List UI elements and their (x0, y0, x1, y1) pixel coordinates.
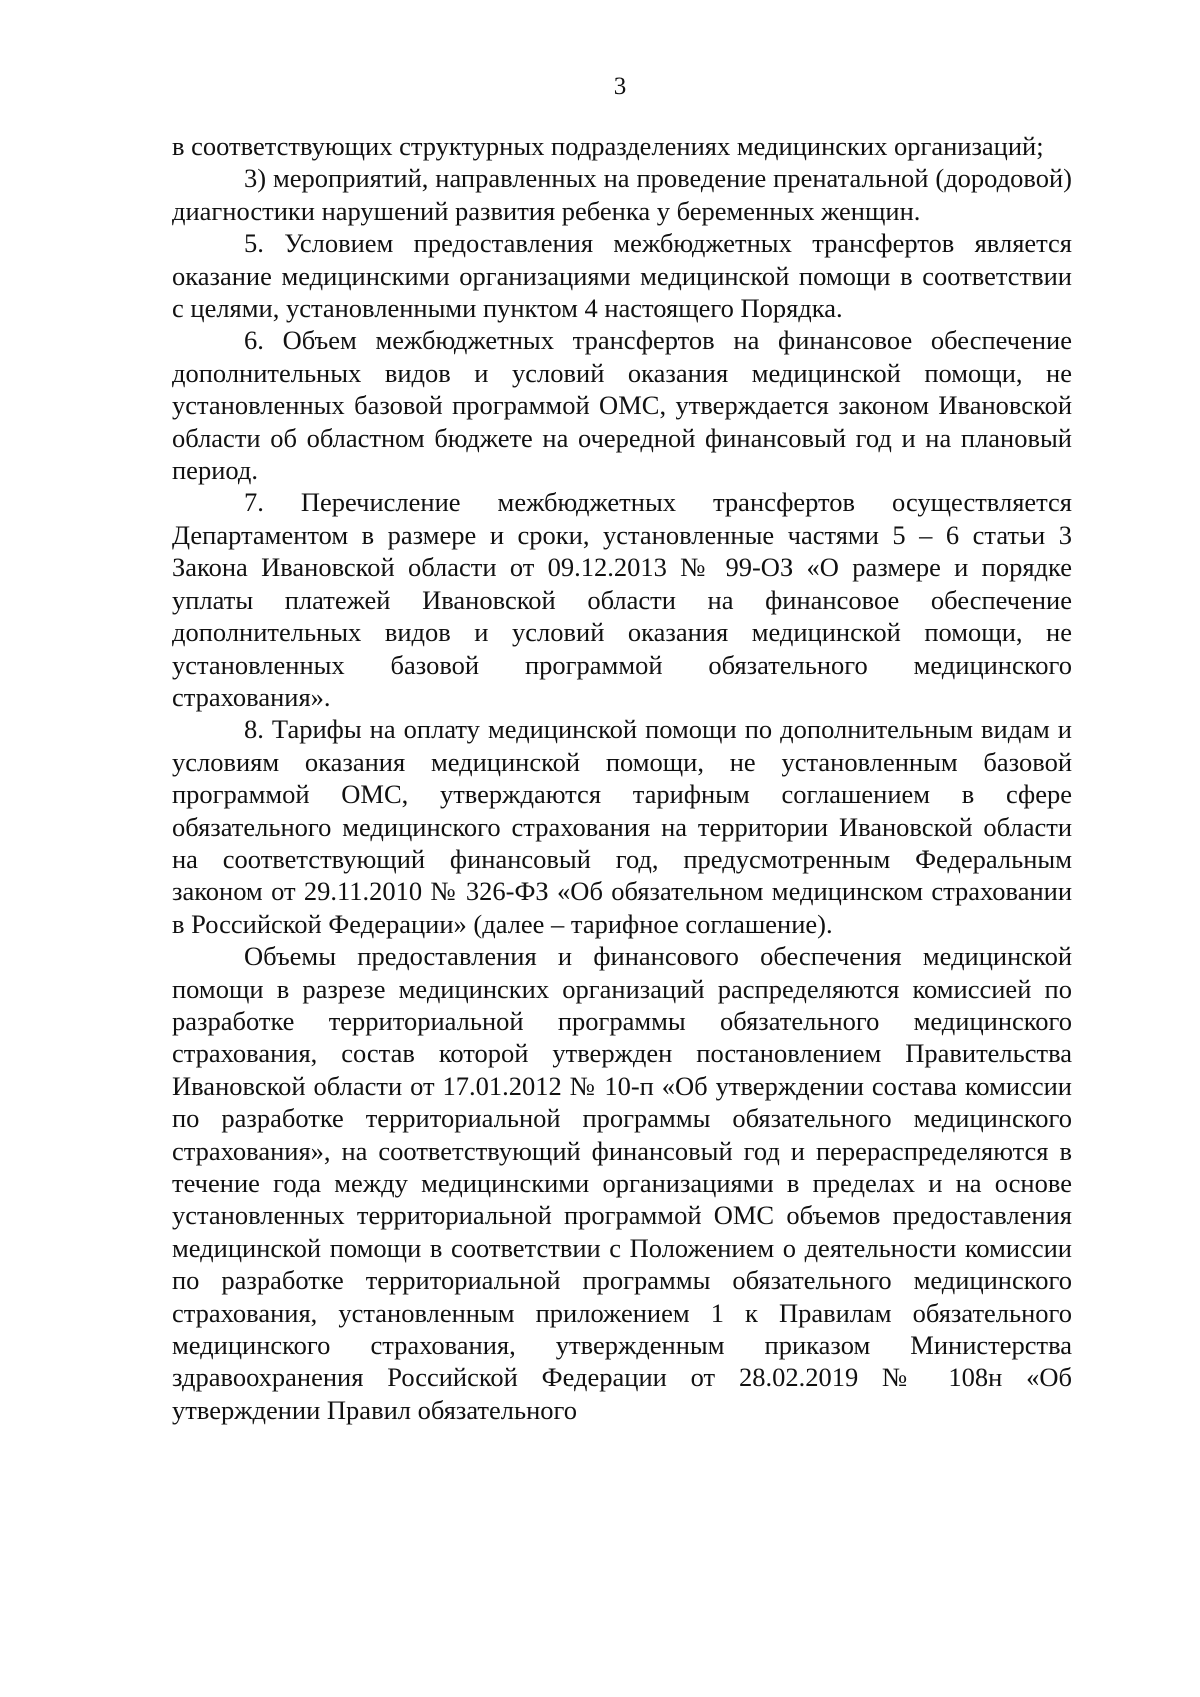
paragraph-point-6: 6. Объем межбюджетных трансфертов на финансовое обеспечение дополнительных видов и условий оказания медицинской помощи, не установленных базовой программой ОМС, утверждается законом Ивановской области об областном бюджете на очередной финансовый год и на плановый период. (172, 325, 1072, 486)
page-number: 3 (613, 73, 627, 100)
paragraph-volumes: Объемы предоставления и финансового обеспечения медицинской помощи в разрезе медицинских организаций распределяются комиссией по разработке территориальной программы обязательного медицинского страхования, состав которой утвержден постановлением Правительства Ивановской области от 17.01.2012 № 10-п «Об утверждении состава комиссии по разработке территориальной программы обязательного медицинского страхования», на соответствующий финансовый год и перераспределяются в течение года между медицинскими организациями в пределах и на основе установленных территориальной программой ОМС объемов предоставления медицинской помощи в соответствии с Положением о деятельности комиссии по разработке территориальной программы обязательного медицинского страхования, установленным приложением 1 к Правилам обязательного медицинского страхования, утвержденным приказом Министерства здравоохранения Российской Федерации от 28.02.2019 № 108н «Об утверждении Правил обязательного (172, 941, 1072, 1425)
paragraph-point-8: 8. Тарифы на оплату медицинской помощи по дополнительным видам и условиям оказания медицинской помощи, не установленным базовой программой ОМС, утверждаются тарифным соглашением в сфере обязательного медицинского страхования на территории Ивановской области на соответствующий финансовый год, предусмотренным Федеральным законом от 29.11.2010 № 326-ФЗ «Об обязательном медицинском страховании в Российской Федерации» (далее – тарифное соглашение). (172, 714, 1072, 939)
paragraph-item-3: 3) мероприятий, направленных на проведение пренатальной (дородовой) диагностики нарушений развития ребенка у беременных женщин. (172, 163, 1072, 226)
paragraph-point-5: 5. Условием предоставления межбюджетных трансфертов является оказание медицинскими организациями медицинской помощи в соответствии с целями, установленными пунктом 4 настоящего Порядка. (172, 228, 1072, 324)
paragraph-point-7: 7. Перечисление межбюджетных трансфертов осуществляется Департаментом в размере и сроки, установленные частями 5 – 6 статьи 3 Закона Ивановской области от 09.12.2013 № 99-ОЗ «О размере и порядке уплаты платежей Ивановской области на финансовое обеспечение дополнительных видов и условий оказания медицинской помощи, не установленных базовой программой обязательного медицинского страхования». (172, 487, 1072, 712)
document-body (172, 130, 1072, 1426)
paragraph-continuation: в соответствующих структурных подразделениях медицинских организаций; (172, 131, 1044, 161)
